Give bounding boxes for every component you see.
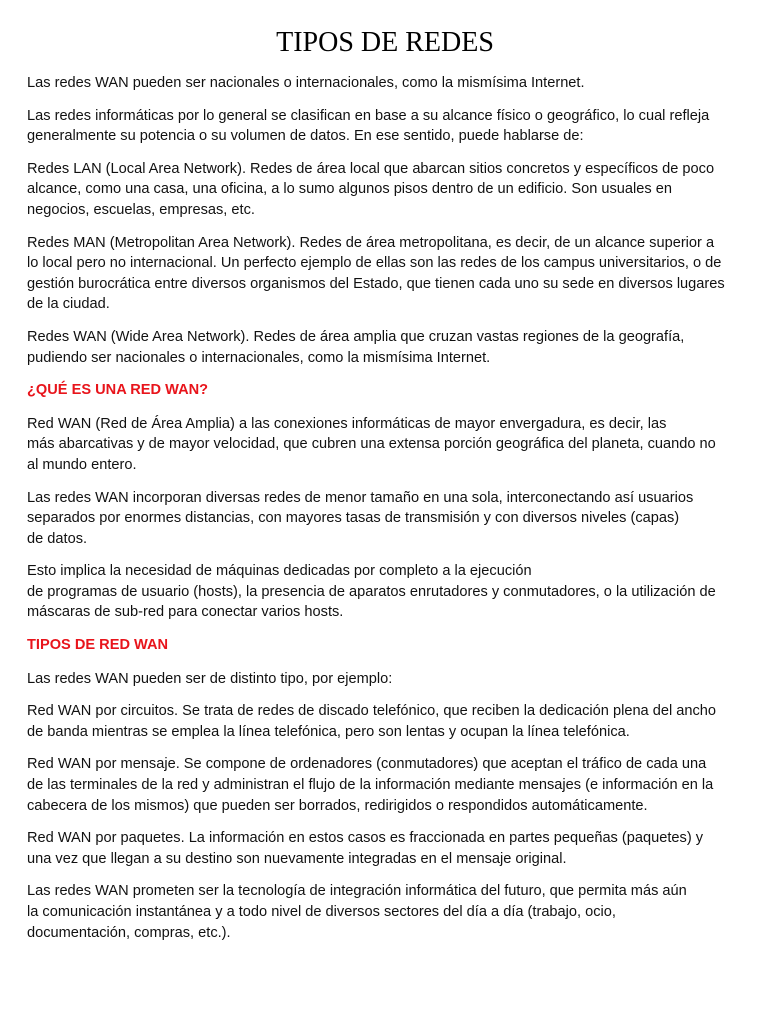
paragraph: Red WAN por paquetes. La información en estos casos es fraccionada en partes pequeñas (paquetes) y una vez que llegan a su destino son nuevamente integradas en el mensaje original. [27,830,704,867]
paragraph: Red WAN por mensaje. Se compone de ordenadores (conmutadores) que aceptan el tráfico de cada una de las terminales de la red y administran el flujo de la información mediante mensajes (e información en la cabecera de los mismos) que pueden ser borrados, redirigidos o respondidos automáticamente. [27,756,714,814]
paragraph: Redes LAN (Local Area Network). Redes de área local que abarcan sitios concretos y específicos de poco alcance, como una casa, una oficina, a lo sumo algunos pisos dentro de un edificio. Son usuales en negocios, escuelas, empresas, etc. [27,160,715,218]
section-heading-tipos: TIPOS DE RED WAN [27,637,169,654]
paragraph: Red WAN (Red de Área Amplia) a las conexiones informáticas de mayor envergadura, es decir, las más abarcativas y de mayor velocidad, que cubren una extensa porción geográfica del planeta, cuando no al mundo entero. [27,415,716,473]
paragraph: Las redes WAN incorporan diversas redes de menor tamaño en una sola, interconectando así usuarios separados por enormes distancias, con mayores tasas de transmisión y con diversos niveles (capas) de datos. [27,489,694,547]
section-heading-que-es: ¿QUÉ ES UNA RED WAN? [27,382,209,399]
paragraph: Esto implica la necesidad de máquinas dedicadas por completo a la ejecución de programas de usuario (hosts), la presencia de aparatos enrutadores y conmutadores, o la utilización de máscaras de sub-red para conectar varios hosts. [27,563,716,621]
paragraph: Las redes informáticas por lo general se clasifican en base a su alcance físico o geográfico, lo cual refleja generalmente su potencia o su volumen de datos. En ese sentido, puede hablarse de: [27,107,710,145]
paragraph: Redes WAN (Wide Area Network). Redes de área amplia que cruzan vastas regiones de la geografía, pudiendo ser nacionales o internacionales, como la mismísima Internet. [27,328,685,366]
paragraph: Las redes WAN pueden ser nacionales o internacionales, como la mismísima Internet. [27,75,585,91]
paragraph: Las redes WAN prometen ser la tecnología de integración informática del futuro, que permita más aún la comunicación instantánea y a todo nivel de diversos sectores del día a día (trabajo, ocio, documentación, compras, etc.). [27,883,687,941]
paragraph: Las redes WAN pueden ser de distinto tipo, por ejemplo: [27,670,393,687]
document-title: TIPOS DE REDES [276,27,494,58]
paragraph: Redes MAN (Metropolitan Area Network). Redes de área metropolitana, es decir, de un alcance superior a lo local pero no internacional. Un perfecto ejemplo de ellas son las redes de los campus universitarios, o de gestión burocrática entre diversos organismos del Estado, que tienen cada uno su sede en diversos lugares de la ciudad. [27,234,725,313]
section-que-es [27,414,743,623]
document-page [27,24,743,955]
paragraph: Red WAN por circuitos. Se trata de redes de discado telefónico, que reciben la dedicación plena del ancho de banda mientras se emplea la línea telefónica, pero son lentas y ocupan la línea telefónica. [27,703,717,740]
intro-section [27,73,743,368]
section-tipos [27,669,743,944]
